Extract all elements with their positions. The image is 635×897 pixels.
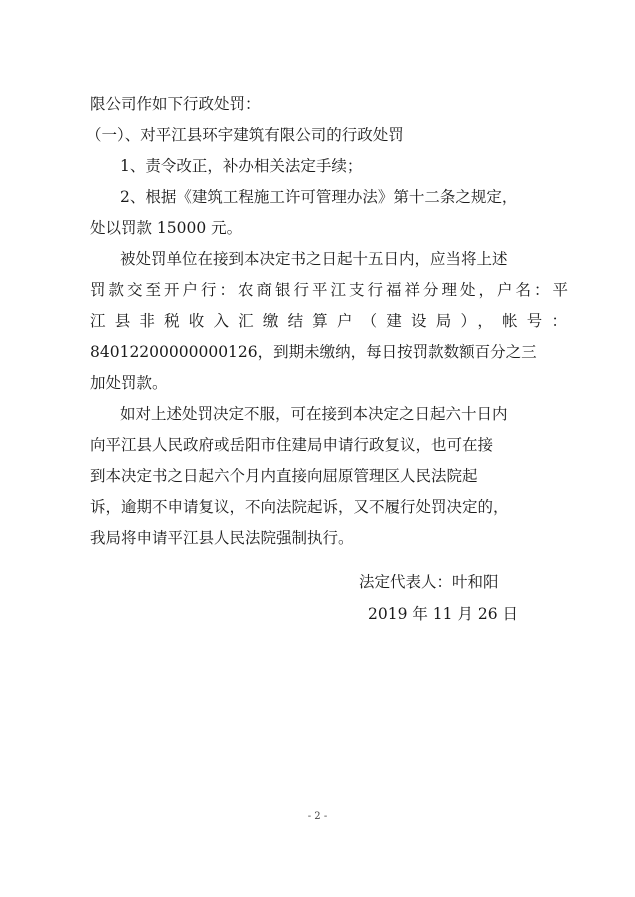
text-line-13: 到本决定书之日起六个月内直接向屈原管理区人民法院起	[90, 467, 478, 485]
text-line-12: 向平江县人民政府或岳阳市住建局申请行政复议，也可在接	[90, 436, 494, 454]
text-line-1: 限公司作如下行政处罚：	[90, 95, 261, 113]
text-line-9: 84012200000000126，到期未缴纳，每日按罚款数额百分之三	[90, 343, 537, 361]
text-line-6: 被处罚单位在接到本决定书之日起十五日内，应当将上述	[120, 250, 508, 268]
document-date: 2019 年 11 月 26 日	[368, 605, 519, 623]
text-line-5: 处以罚款 15000 元。	[90, 219, 243, 237]
text-line-7: 罚款交至开户行：农商银行平江支行福祥分理处，户名：平	[90, 281, 568, 299]
text-line-8: 江县非税收入汇缴结算户（建设局），帐号：	[90, 312, 568, 330]
text-line-10: 加处罚款。	[90, 374, 168, 392]
section-heading: （一）、对平江县环宇建筑有限公司的行政处罚	[86, 126, 404, 144]
text-line-3: 1、责令改正，补办相关法定手续；	[120, 157, 363, 175]
text-line-4: 2、根据《建筑工程施工许可管理办法》第十二条之规定，	[120, 188, 518, 206]
text-line-15: 我局将申请平江县人民法院强制执行。	[90, 529, 354, 547]
text-line-11: 如对上述处罚决定不服，可在接到本决定之日起六十日内	[120, 405, 508, 423]
page-number: - 2 -	[307, 811, 328, 822]
text-line-14: 诉，逾期不申请复议，不向法院起诉，又不履行处罚决定的，	[90, 498, 509, 516]
legal-representative-signature: 法定代表人：叶和阳	[359, 573, 499, 591]
